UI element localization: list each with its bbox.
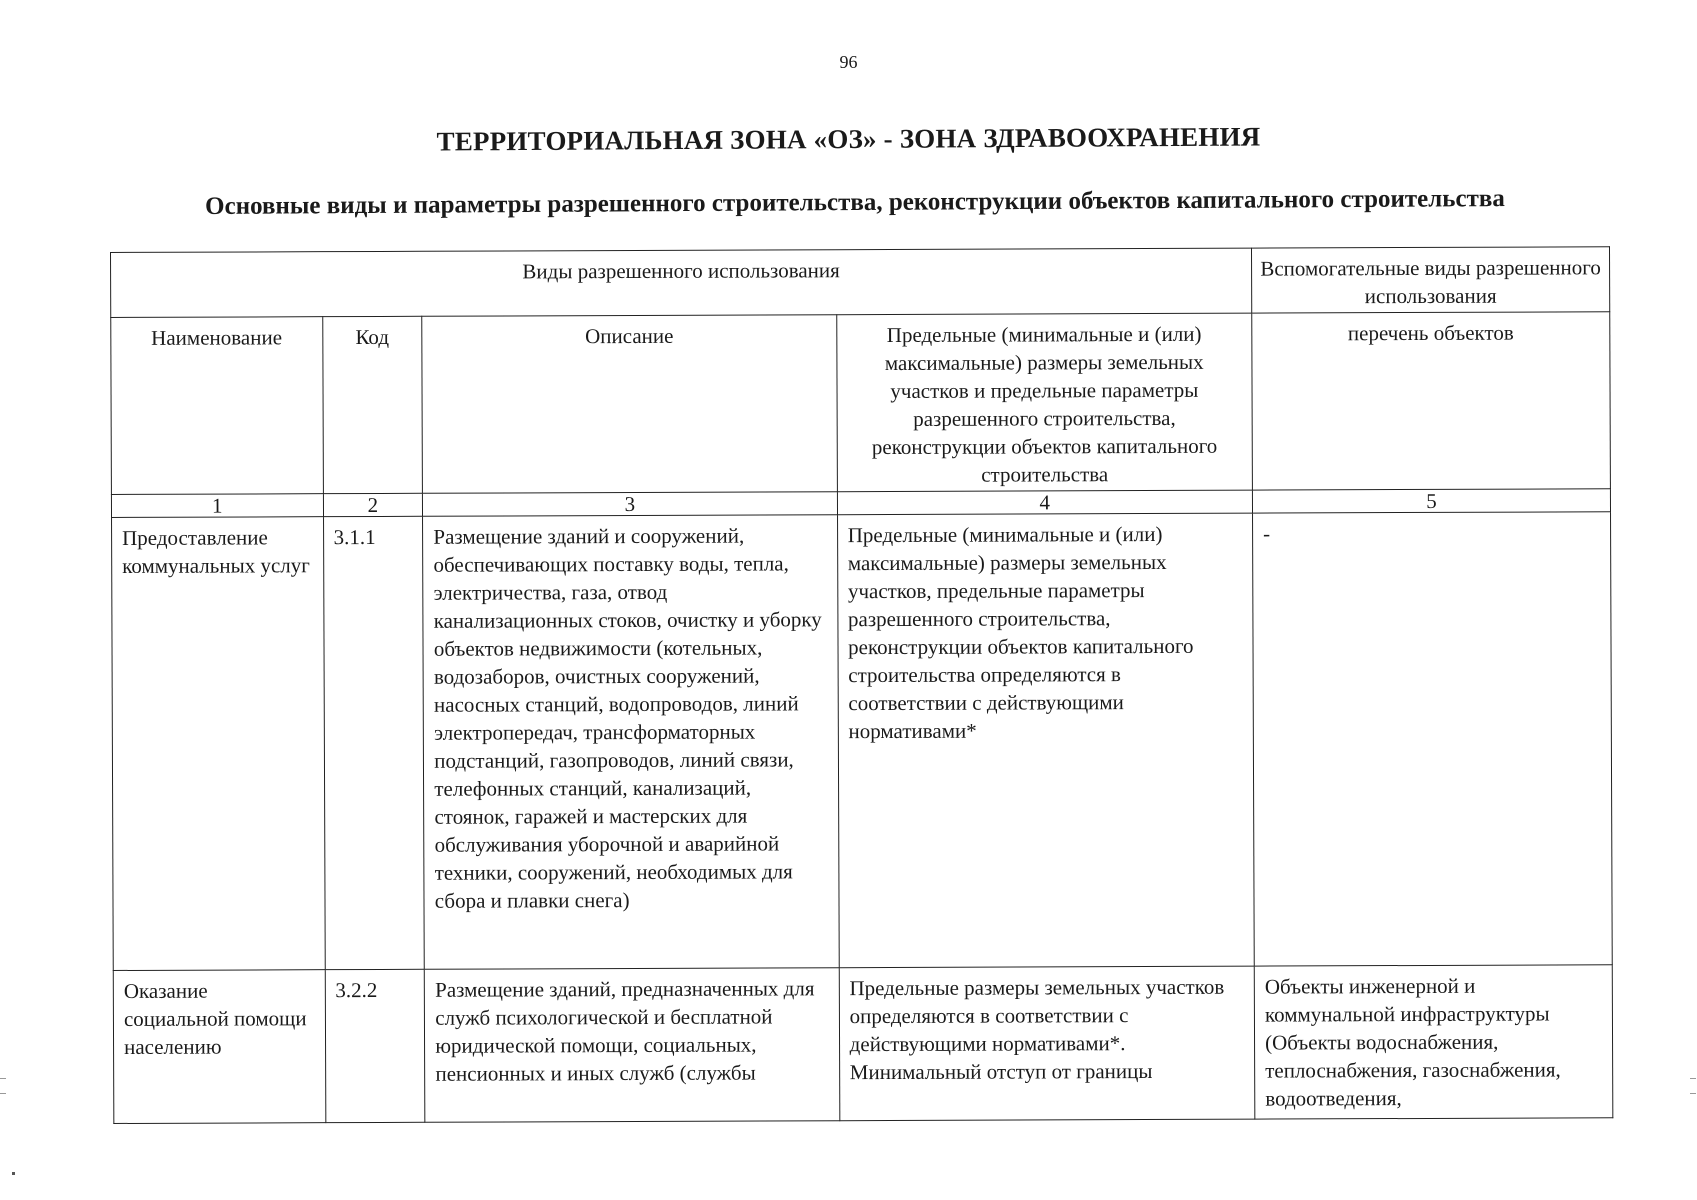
scan-edge-mark-left (0, 1078, 6, 1094)
row-objects: - (1253, 512, 1613, 966)
row-limits: Предельные размеры земельных участков определяются в соответствии с действующими нормативами*. Минимальный отступ от границы (839, 966, 1255, 1121)
row-description: Размещение зданий, предназначенных для служб психологической и бесплатной юридической помощи, социальных, пенсионных и иных служб (службы (425, 968, 840, 1123)
row-objects: Объекты инженерной и коммунальной инфраструктуры (Объекты водоснабжения, теплоснабжения, газоснабжения, водоотведения, (1254, 965, 1613, 1119)
col-header-description: Описание (422, 315, 837, 494)
group-header-main: Виды разрешенного использования (111, 248, 1252, 317)
row-description: Размещение зданий и сооружений, обеспечивающих поставку воды, тепла, электричества, газа, отвод канализационных стоков, очистку и уборку объектов недвижимости (котельных, водозаборов, очистных сооружений, насосных станций, водопроводов, линий электропередач, трансформаторных подстанций, газопроводов, линий связи, телефонных станций, канализаций, стоянок, гаражей и мастерских для обслуживания уборочной и аварийной техники, сооружений, необходимых для сбора и плавки снега) (423, 515, 839, 970)
scan-edge-mark-right (1690, 1078, 1696, 1094)
col-number: 5 (1252, 489, 1610, 513)
col-header-code: Код (322, 316, 422, 493)
row-code: 3.1.1 (323, 516, 425, 969)
col-number: 4 (837, 490, 1253, 515)
table-row (112, 512, 1613, 971)
table-row (113, 965, 1613, 1124)
col-header-name: Наименование (111, 317, 323, 495)
section-title: Основные виды и параметры разрешенного строительства, реконструкции объектов капитального строительства (205, 185, 1505, 220)
col-number: 2 (323, 493, 423, 516)
col-number: 1 (111, 494, 323, 518)
page-number: 96 (839, 52, 858, 72)
col-header-limits: Предельные (минимальные и (или) максимальные) размеры земельных участков и предельные параметры разрешенного строительства, реконструкции объектов капитального строительства (836, 313, 1252, 492)
row-name: Оказание социальной помощи населению (113, 970, 325, 1124)
column-header-row (111, 312, 1611, 495)
group-header-row (111, 247, 1610, 318)
row-name: Предоставление коммунальных услуг (112, 517, 325, 971)
regulations-table-wrapper (110, 246, 1613, 1124)
col-number: 3 (423, 492, 837, 517)
regulations-table (110, 246, 1613, 1124)
zone-title: ТЕРРИТОРИАЛЬНАЯ ЗОНА «ОЗ» - ЗОНА ЗДРАВООХРАНЕНИЯ (436, 121, 1261, 157)
col-header-objects: перечень объектов (1252, 312, 1611, 490)
row-code: 3.2.2 (325, 969, 425, 1122)
scan-dot (12, 1172, 15, 1175)
row-limits: Предельные (минимальные и (или) максимальные) размеры земельных участков, предельные параметры разрешенного строительства, реконструкции объектов капитального строительства определяются в соответствии с действующими нормативами* (837, 513, 1254, 968)
group-header-aux: Вспомогательные виды разрешенного использования (1252, 247, 1610, 313)
